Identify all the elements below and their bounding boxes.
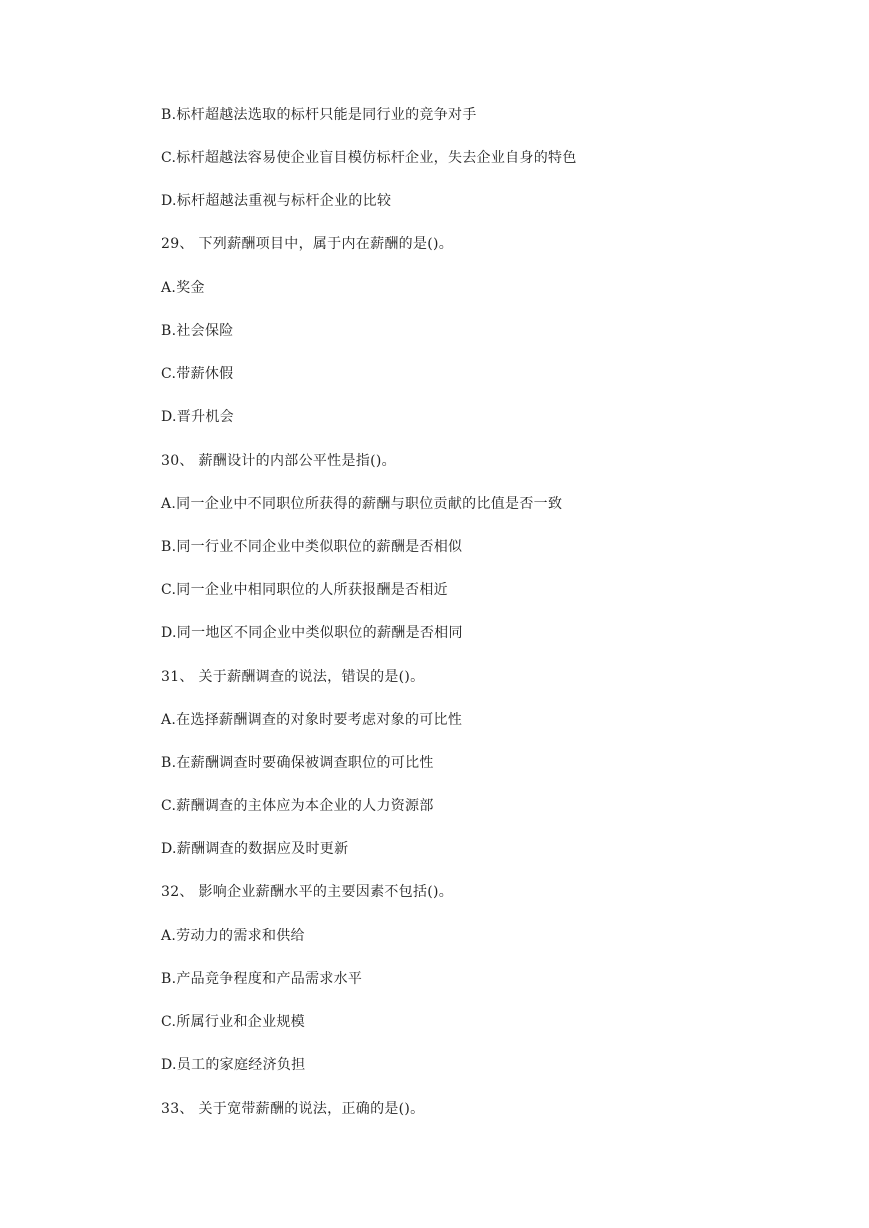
option-a-q31: A.在选择薪酬调查的对象时要考虑对象的可比性 [161, 712, 463, 728]
option-b-q29: B.社会保险 [161, 323, 234, 339]
option-a-q29: A.奖金 [161, 280, 205, 296]
option-d-q31: D.薪酬调查的数据应及时更新 [161, 841, 349, 857]
option-d-q28: D.标杆超越法重视与标杆企业的比较 [161, 193, 392, 209]
question-31: 31、 关于薪酬调查的说法，错误的是()。 [161, 669, 425, 685]
question-29: 29、 下列薪酬项目中，属于内在薪酬的是()。 [161, 236, 454, 252]
option-a-q30: A.同一企业中不同职位所获得的薪酬与职位贡献的比值是否一致 [161, 496, 563, 512]
option-a-q32: A.劳动力的需求和供给 [161, 928, 305, 944]
option-b-q31: B.在薪酬调查时要确保被调查职位的可比性 [161, 755, 434, 771]
option-b-q30: B.同一行业不同企业中类似职位的薪酬是否相似 [161, 539, 463, 555]
question-32: 32、 影响企业薪酬水平的主要因素不包括()。 [161, 884, 454, 900]
option-b-q28: B.标杆超越法选取的标杆只能是同行业的竞争对手 [161, 107, 477, 123]
option-c-q28: C.标杆超越法容易使企业盲目模仿标杆企业，失去企业自身的特色 [161, 150, 577, 166]
question-30: 30、 薪酬设计的内部公平性是指()。 [161, 453, 396, 469]
option-d-q29: D.晋升机会 [161, 409, 234, 425]
option-b-q32: B.产品竞争程度和产品需求水平 [161, 971, 363, 987]
option-c-q31: C.薪酬调查的主体应为本企业的人力资源部 [161, 798, 434, 814]
option-d-q32: D.员工的家庭经济负担 [161, 1057, 306, 1073]
question-33: 33、 关于宽带薪酬的说法，正确的是()。 [161, 1101, 425, 1117]
option-c-q30: C.同一企业中相同职位的人所获报酬是否相近 [161, 582, 448, 598]
option-c-q29: C.带薪休假 [161, 366, 234, 382]
option-d-q30: D.同一地区不同企业中类似职位的薪酬是否相同 [161, 625, 463, 641]
option-c-q32: C.所属行业和企业规模 [161, 1014, 305, 1030]
